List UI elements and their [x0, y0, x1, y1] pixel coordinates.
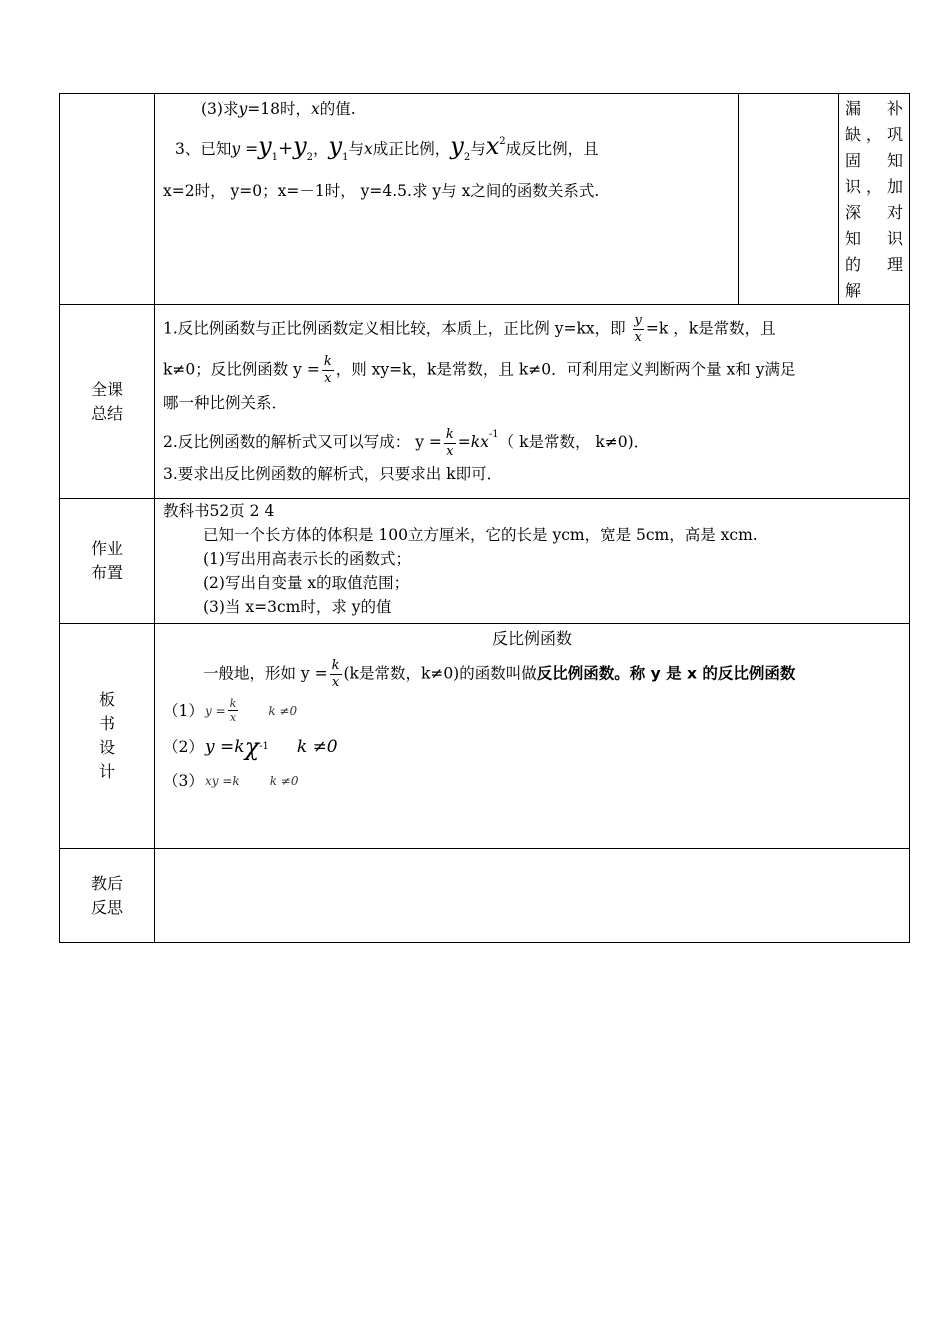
homework-part-1: (1)写出用高表示长的函数式；	[203, 550, 411, 568]
problems-label-cell	[60, 94, 155, 305]
board-formula-2: （2） y =k χ -1 k ≠0	[163, 733, 338, 761]
board-definition: 一般地，形如 y = $\frac{k}{x}$ (k是常数，k≠0)的函数叫做反比例函数。称 y 是 x 的反比例函数	[203, 658, 796, 690]
reflection-label-2: 反思	[90, 897, 123, 917]
problems-row	[60, 94, 910, 305]
summary-row	[60, 305, 910, 499]
board-content-cell	[155, 624, 910, 849]
summary-line-5: 3.要求出反比例函数的解析式，只要求出 k即可．	[163, 464, 503, 483]
summary-content-cell	[155, 305, 910, 499]
side-note-line: 漏 补	[845, 99, 903, 118]
reflection-label-1: 教后	[90, 873, 123, 893]
problems-content-cell	[155, 94, 739, 305]
summary-line-4: 2.反比例函数的解析式又可以写成： y = $\frac{k}{x}$ $=kx^{-1}$（ k是常数， k≠0)．	[163, 426, 650, 459]
homework-label-1: 作业	[90, 539, 123, 558]
board-label-4: 计	[98, 762, 115, 781]
board-formula-1: （1） y = $\frac{k}{x}$ k ≠0	[163, 697, 298, 724]
side-note-line: 解	[845, 281, 862, 300]
board-label-3: 设	[98, 738, 115, 757]
homework-row	[60, 499, 910, 624]
side-note	[839, 94, 909, 304]
side-note-line: 知 识	[845, 229, 903, 248]
problems-empty-cell	[739, 94, 839, 305]
homework-part-2: (2)写出自变量 x的取值范围；	[203, 574, 410, 592]
board-label-2: 书	[98, 714, 115, 733]
fraction-k-over-x-2: $\frac{k}{x}$	[445, 426, 454, 459]
summary-label-cell	[60, 305, 155, 499]
board-label-1: 板	[98, 690, 115, 709]
summary-label-1: 全课	[90, 379, 123, 399]
reflection-row	[60, 849, 910, 943]
reflection-content-cell	[155, 849, 910, 943]
homework-content-cell	[155, 499, 910, 624]
problem-3-item: (3)求y=18时，x的值.	[201, 100, 356, 118]
question-3-conditions: x=2时， y=0；x=－1时， y=4.5.求 y与 x之间的函数关系式.	[163, 182, 600, 200]
board-title: 反比例函数	[491, 629, 572, 648]
side-note-line: 的 理	[845, 255, 903, 274]
board-row	[60, 624, 910, 849]
homework-label-2: 布置	[90, 563, 123, 582]
fraction-formula-1: $\frac{k}{x}$	[229, 697, 237, 724]
board-formula-3: （3） xy =k k ≠0	[163, 772, 299, 790]
question-3: 3、已知$y =y_1+y_2$，$y_1$与x成正比例，$y_2$与$x^2$成反比例，且	[175, 132, 599, 163]
fraction-definition: $\frac{k}{x}$	[331, 658, 340, 690]
homework-textbook-ref: 教科书52页 2 4	[163, 502, 275, 520]
side-note-line: 深 对	[845, 203, 903, 222]
reflection-label-cell	[60, 849, 155, 943]
side-note-cell	[839, 94, 910, 305]
board-label-cell	[60, 624, 155, 849]
fraction-k-over-x: $\frac{k}{x}$	[323, 354, 332, 386]
homework-label-cell	[60, 499, 155, 624]
fraction-y-over-x: $\frac{y}{x}$	[634, 313, 642, 345]
summary-line-3: 哪一种比例关系．	[163, 394, 288, 412]
lesson-plan-table	[59, 93, 910, 943]
summary-label-2: 总结	[90, 403, 123, 423]
side-note-line: 识，加	[845, 177, 903, 196]
summary-line-1: 1.反比例函数与正比例函数定义相比较，本质上，正比例 y=kx，即 $\frac{y}{x}$ =k ，k是常数，且	[163, 313, 776, 345]
side-note-line: 缺，巩	[845, 125, 903, 144]
homework-part-3: (3)当 x=3cm时，求 y的值	[203, 598, 392, 616]
side-note-line: 固 知	[845, 151, 903, 170]
summary-line-2: k≠0；反比例函数 y = $\frac{k}{x}$ ，则 xy=k，k是常数，且 k≠0．可利用定义判断两个量 x和 y满足	[163, 354, 796, 386]
homework-problem: 已知一个长方体的体积是 100立方厘米，它的长是 ycm，宽是 5cm，高是 xcm.	[203, 526, 758, 544]
